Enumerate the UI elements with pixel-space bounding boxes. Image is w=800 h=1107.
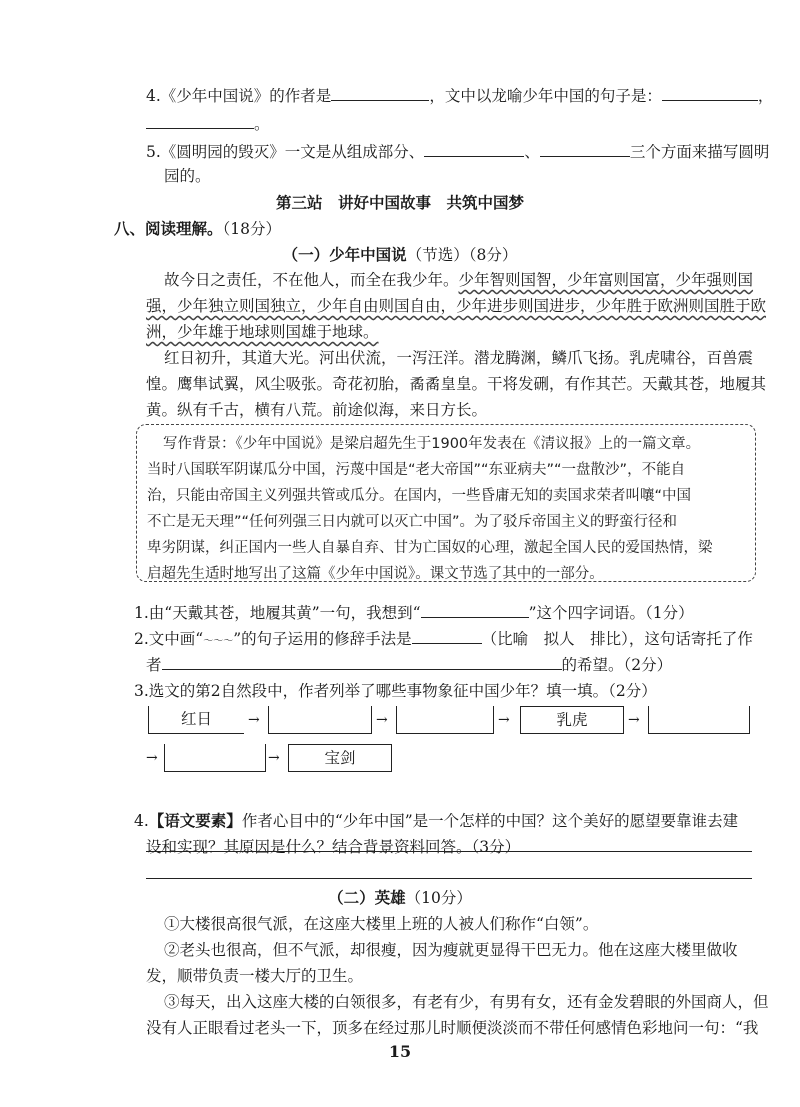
reading-1-para-1-line-3: 洲，少年雄于地球则国雄于地球。	[146, 323, 379, 341]
arrow-icon: →	[146, 750, 158, 766]
station-title: 第三站 讲好中国故事 共筑中国梦	[275, 194, 524, 212]
arrow-icon: →	[628, 712, 640, 728]
answer-blank[interactable]	[540, 140, 630, 157]
chain-box-7: 宝剑	[288, 744, 392, 772]
reading-1-question-1: 1.由“天戴其苍，地履其黄”一句，我想到“ ”这个四字词语。（1分）	[134, 601, 694, 623]
chain-box-1: 红日	[148, 706, 244, 734]
reading-2-para-3-line-2: 没有人正眼看过老头一下，顶多在经过那儿时顺便淡淡而不带任何感情色彩地问一句：“我	[146, 1019, 759, 1037]
chain-box-2[interactable]	[268, 706, 372, 734]
answer-line[interactable]	[146, 851, 752, 852]
page-number: 15	[388, 1042, 412, 1061]
chain-box-3[interactable]	[396, 706, 494, 734]
reading-1-title: （一）少年中国说（节选）（8分）	[282, 246, 518, 264]
reading-1-para-2-line-3: 黄。纵有千古，横有八荒。前途似海，来日方长。	[146, 401, 488, 419]
reading-1-para-1: 故今日之责任，不在他人，而全在我少年。少年智则国智，少年富则国富，少年强则国	[164, 271, 754, 289]
arrow-icon: →	[248, 712, 260, 728]
answer-line[interactable]	[146, 878, 752, 879]
arrow-icon: →	[376, 712, 388, 728]
reading-1-question-2: 2.文中画“～～～”的句子运用的修辞手法是 （比喻 拟人 排比），这句话寄托了作	[134, 627, 753, 649]
reading-1-question-3: 3.选文的第2自然段中，作者列举了哪些事物象征中国少年？填一填。（2分）	[134, 682, 657, 700]
reading-1-para-1-line-2: 强，少年独立则国独立，少年自由则国自由，少年进步则国进步，少年胜于欧洲则国胜于欧	[146, 297, 767, 315]
reading-2-para-1: ①大楼很高很气派，在这座大楼里上班的人被人们称作“白领”。	[164, 915, 599, 933]
answer-blank[interactable]	[412, 627, 482, 644]
answer-blank[interactable]	[424, 140, 524, 157]
reading-1-para-2-line-2: 惶。鹰隼试翼，风尘吸张。奇花初胎，矞矞皇皇。干将发硎，有作其芒。天戴其苍，地履其	[146, 375, 767, 393]
answer-blank[interactable]	[146, 112, 254, 129]
answer-blank[interactable]	[162, 653, 562, 670]
reading-1-question-4: 4.【语文要素】作者心目中的“少年中国”是一个怎样的中国？这个美好的愿望要靠谁去建	[134, 812, 739, 830]
chain-box-5[interactable]	[648, 706, 750, 734]
question-5: 5.《圆明园的毁灭》一文是从组成部分、 、 三个方面来描写圆明	[146, 140, 769, 162]
answer-blank[interactable]	[662, 84, 758, 101]
reading-1-question-4-cont: 设和实现？其原因是什么？结合背景资料回答。（3分）	[146, 838, 521, 856]
section-title: 八、阅读理解。（18分）	[114, 220, 281, 238]
chain-box-4: 乳虎	[520, 706, 624, 734]
background-info-box: 写作背景：《少年中国说》是梁启超先生于1900年发表在《清议报》上的一篇文章。 当时八国联军阴谋瓜分中国，污蔑中国是“老大帝国”“东亚病夫”“一盘散沙”，不能自 治，只能由帝国主义列强共管或瓜分。在国内，一些昏庸无知的卖国求荣者叫嚷“中国 不亡是无天理”“任何列强三日内就可以灭亡中国”。为了驳斥帝国主义的野蛮行径和 卑劣阴谋，纠正国内一些人自暴自弃、甘为亡国奴的心理，激起全国人民的爱国热情，梁 启超先生适时地写出了这篇《少年中国说》。课文节选了其中的一部分。	[136, 424, 756, 582]
answer-blank[interactable]	[421, 601, 529, 618]
reading-1-question-2-cont: 者 的希望。（2分）	[146, 653, 672, 675]
answer-blank[interactable]	[331, 84, 429, 101]
question-4-cont: 。	[146, 112, 270, 134]
reading-2-para-3: ③每天，出入这座大楼的白领很多，有老有少，有男有女，还有金发碧眼的外国商人，但	[164, 993, 769, 1011]
arrow-icon: →	[268, 750, 280, 766]
reading-2-para-2-line-2: 发，顺带负责一楼大厅的卫生。	[146, 967, 364, 985]
question-5-cont: 园的。	[164, 167, 211, 185]
chain-box-6[interactable]	[164, 744, 266, 772]
question-4: 4.《少年中国说》的作者是 ，文中以龙喻少年中国的句子是： ，	[146, 84, 773, 106]
reading-2-para-2: ②老头也很高，但不气派，却很瘦，因为瘦就更显得干巴无力。他在这座大楼里做收	[164, 941, 738, 959]
reading-2-title: （二）英雄（10分）	[328, 889, 472, 907]
arrow-icon: →	[498, 712, 510, 728]
reading-1-para-2: 红日初升，其道大光。河出伏流，一泻汪洋。潜龙腾渊，鳞爪飞扬。乳虎啸谷，百兽震	[164, 349, 754, 367]
